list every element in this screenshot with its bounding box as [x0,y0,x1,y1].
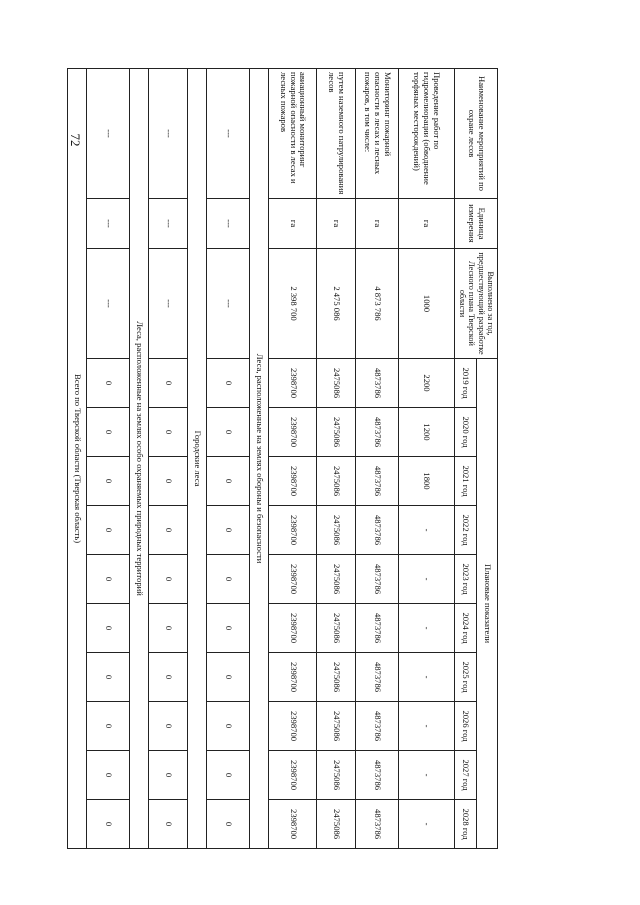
row-value: 0 [87,604,130,653]
table-row [149,69,188,849]
row-value: 0 [87,555,130,604]
row-value: 0 [87,653,130,702]
row-unit: га [268,199,317,249]
row-value: - [398,555,455,604]
total-title-row [68,69,87,849]
section-title-row [187,69,206,849]
row-name: --- [149,69,188,199]
header-year: 2026 год [455,702,476,751]
row-unit: --- [87,199,130,249]
header-name: Наименование мероприятий по охране лесов [455,69,498,199]
header-year: 2023 год [455,555,476,604]
row-value: 0 [207,751,250,800]
row-value: 4873786 [355,751,398,800]
row-value: 4873786 [355,506,398,555]
row-value: 4873786 [355,408,398,457]
section-title: Городские леса [187,69,206,849]
row-value: 0 [149,555,188,604]
row-done: --- [207,249,250,359]
row-done: --- [149,249,188,359]
row-value: 2398700 [268,359,317,408]
row-value: 2475086 [317,604,356,653]
row-done: 4 873 786 [355,249,398,359]
row-done: --- [87,249,130,359]
row-value: 0 [149,751,188,800]
row-unit: га [398,199,455,249]
row-value: 0 [207,800,250,849]
row-value: 0 [207,653,250,702]
header-year: 2019 год [455,359,476,408]
row-value: 1200 [398,408,455,457]
header-plan-group: Плановые показатели [476,359,497,849]
row-value: 2398700 [268,604,317,653]
row-value: 2398700 [268,506,317,555]
row-value: 4873786 [355,457,398,506]
row-value: 0 [87,800,130,849]
row-value: 0 [207,457,250,506]
row-done: 2 475 086 [317,249,356,359]
row-name: --- [87,69,130,199]
header-year: 2020 год [455,408,476,457]
row-value: 2398700 [268,702,317,751]
row-value: 0 [207,359,250,408]
row-value: 4873786 [355,800,398,849]
row-value: 0 [149,653,188,702]
row-unit: га [355,199,398,249]
row-value: 0 [149,408,188,457]
row-done: 2 398 700 [268,249,317,359]
row-value: 2398700 [268,408,317,457]
header-unit: Единица измерения [455,199,498,249]
row-done: 1000 [398,249,455,359]
page-number: 72 [68,133,83,147]
row-value: 2475086 [317,702,356,751]
row-value: 0 [207,555,250,604]
row-value: 0 [207,408,250,457]
row-value: 4873786 [355,702,398,751]
row-value: 0 [149,702,188,751]
row-value: 2200 [398,359,455,408]
row-value: 0 [87,359,130,408]
row-value: 1800 [398,457,455,506]
section-title: Леса, расположенные на землях особо охраняемых природных территорий [129,69,148,849]
row-value: 2398700 [268,751,317,800]
row-value: 2475086 [317,408,356,457]
table-row [355,69,398,849]
header-year: 2024 год [455,604,476,653]
header-year: 2028 год [455,800,476,849]
row-unit: га [317,199,356,249]
row-name: Проведение работ по гидромелиорации (обводнение торфяных месторождений) [398,69,455,199]
row-value: 0 [207,702,250,751]
row-value: 0 [149,604,188,653]
row-name: --- [207,69,250,199]
header-year: 2027 год [455,751,476,800]
row-value: 0 [207,506,250,555]
row-value: 2475086 [317,506,356,555]
row-name: авиационный мониторинг пожарной опасности в лесах и лесных пожаров [268,69,317,199]
header-year: 2022 год [455,506,476,555]
row-value: 0 [87,506,130,555]
row-value: 0 [87,702,130,751]
row-unit: --- [149,199,188,249]
row-value: 0 [87,457,130,506]
row-value: 0 [149,800,188,849]
section-title-row [129,69,148,849]
header-done: Выполнено за год, предшествующий разработке Лесного плана Тверской области [455,249,498,359]
table-row [317,69,356,849]
row-value: 2475086 [317,457,356,506]
row-value: 0 [87,751,130,800]
row-value: 0 [207,604,250,653]
row-value: 4873786 [355,604,398,653]
table-row [207,69,250,849]
row-value: 4873786 [355,359,398,408]
row-value: - [398,653,455,702]
row-value: 2475086 [317,359,356,408]
table-row [268,69,317,849]
row-value: 2475086 [317,751,356,800]
table-row [398,69,455,849]
table-row [87,69,130,849]
row-value: 2475086 [317,555,356,604]
row-value: - [398,702,455,751]
row-name: Мониторинг пожарной опасности в лесах и лесных пожаров, в том числе: [355,69,398,199]
section-title: Леса, расположенные на землях обороны и безопасности [249,69,268,849]
row-value: - [398,506,455,555]
row-value: 2398700 [268,653,317,702]
row-value: 0 [149,457,188,506]
row-name: путем наземного патрулирования лесов [317,69,356,199]
row-value: 2475086 [317,653,356,702]
section-title-row [249,69,268,849]
row-value: 0 [149,506,188,555]
row-value: 2475086 [317,800,356,849]
row-value: 0 [149,359,188,408]
row-value: - [398,604,455,653]
row-value: 2398700 [268,457,317,506]
row-value: 2398700 [268,800,317,849]
forest-protection-table [67,68,498,849]
total-title: Всего по Тверской области (Тверская область) [68,69,87,849]
row-unit: --- [207,199,250,249]
header-year: 2021 год [455,457,476,506]
row-value: - [398,800,455,849]
row-value: 0 [87,408,130,457]
row-value: - [398,751,455,800]
row-value: 4873786 [355,555,398,604]
row-value: 4873786 [355,653,398,702]
header-year: 2025 год [455,653,476,702]
row-value: 2398700 [268,555,317,604]
